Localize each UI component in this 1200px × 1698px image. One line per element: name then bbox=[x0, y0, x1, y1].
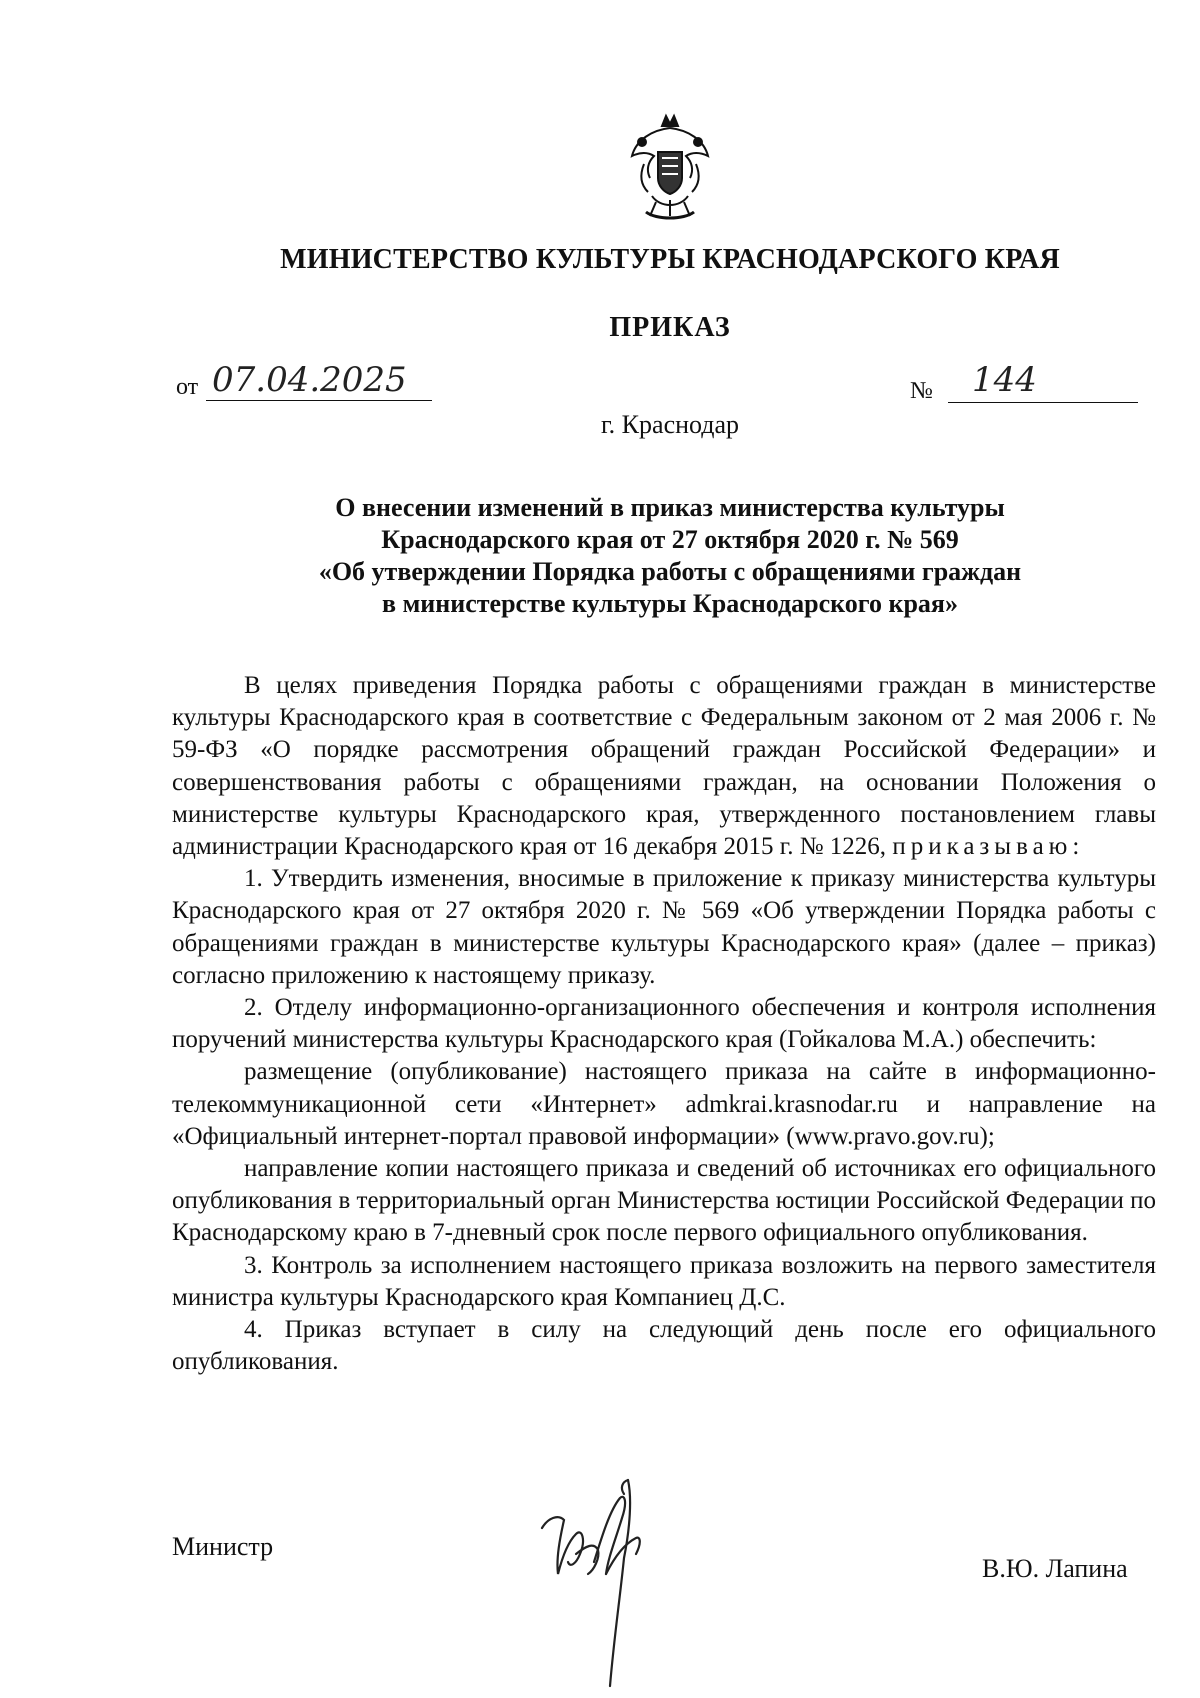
order-body bbox=[172, 670, 1156, 1378]
date-prefix: от bbox=[176, 374, 199, 400]
coat-of-arms-icon bbox=[622, 112, 718, 222]
city: г. Краснодар bbox=[600, 410, 740, 439]
item-2: 2. Отделу информационно-организационного обеспечения и контроля исполнения поручений министерства культуры Краснодарского края (Гойкалова М.А.) обеспечить: bbox=[172, 994, 1156, 1054]
handwritten-signature bbox=[528, 1458, 678, 1698]
date-underline bbox=[206, 400, 432, 401]
order-subject bbox=[210, 492, 1130, 620]
preamble-paragraph bbox=[172, 670, 1156, 863]
subject-line: «Об утверждении Порядка работы с обращениями граждан bbox=[318, 557, 1022, 586]
item-4: 4. Приказ вступает в силу на следующий день после его официального опубликования. bbox=[172, 1316, 1156, 1376]
item-3: 3. Контроль за исполнением настоящего приказа возложить на первого заместителя министра культуры Краснодарского края Компаниец Д.С. bbox=[172, 1251, 1156, 1311]
order-date: 07.04.2025 bbox=[212, 360, 407, 400]
item-2-b: направление копии настоящего приказа и сведений об источниках его официального опубликования в территориальный орган Министерства юстиции Российской Федерации по Краснодарскому краю в 7-дневный срок после первого официального опубликования. bbox=[172, 1155, 1156, 1247]
item-2-a: размещение (опубликование) настоящего приказа на сайте в информационно-телекоммуникационной сети «Интернет» admkrai.krasnodar.ru и направление на «Официальный интернет-портал правовой информации» (www.pravo.gov.ru); bbox=[172, 1058, 1156, 1150]
signatory-name: В.Ю. Лапина bbox=[982, 1554, 1128, 1583]
ministry-name: МИНИСТЕРСТВО КУЛЬТУРЫ КРАСНОДАРСКОГО КРАЯ bbox=[280, 244, 1060, 275]
signatory-title: Министр bbox=[172, 1532, 274, 1561]
subject-line: в министерстве культуры Краснодарского края» bbox=[382, 589, 958, 618]
item-1: 1. Утвердить изменения, вносимые в приложение к приказу министерства культуры Краснодарского края от 27 октября 2020 г. № 569 «Об утверждении Порядка работы с обращениями граждан в министерстве культуры Краснодарского края» (далее – приказ) согласно приложению к настоящему приказу. bbox=[172, 865, 1156, 989]
order-number: 144 bbox=[972, 360, 1037, 400]
number-underline bbox=[948, 402, 1138, 403]
subject-line: О внесении изменений в приказ министерства культуры bbox=[335, 493, 1005, 522]
document-type: ПРИКАЗ bbox=[609, 312, 731, 343]
number-prefix: № bbox=[910, 378, 933, 404]
subject-line: Краснодарского края от 27 октября 2020 г. № 569 bbox=[381, 525, 959, 554]
preamble-text: В целях приведения Порядка работы с обращениями граждан в министерстве культуры Краснодарского края в соответствие с Федеральным законом от 2 мая 2006 г. № 59-ФЗ «О порядке рассмотрения обращений граждан Российской Федерации» и совершенствования работы с обращениями граждан, на основании Положения о министерстве культуры Краснодарского края, утвержденного постановлением главы администрации Краснодарского края от 16 декабря 2015 г. № 1226, bbox=[172, 672, 1156, 861]
preamble-action: приказываю: bbox=[892, 833, 1085, 861]
